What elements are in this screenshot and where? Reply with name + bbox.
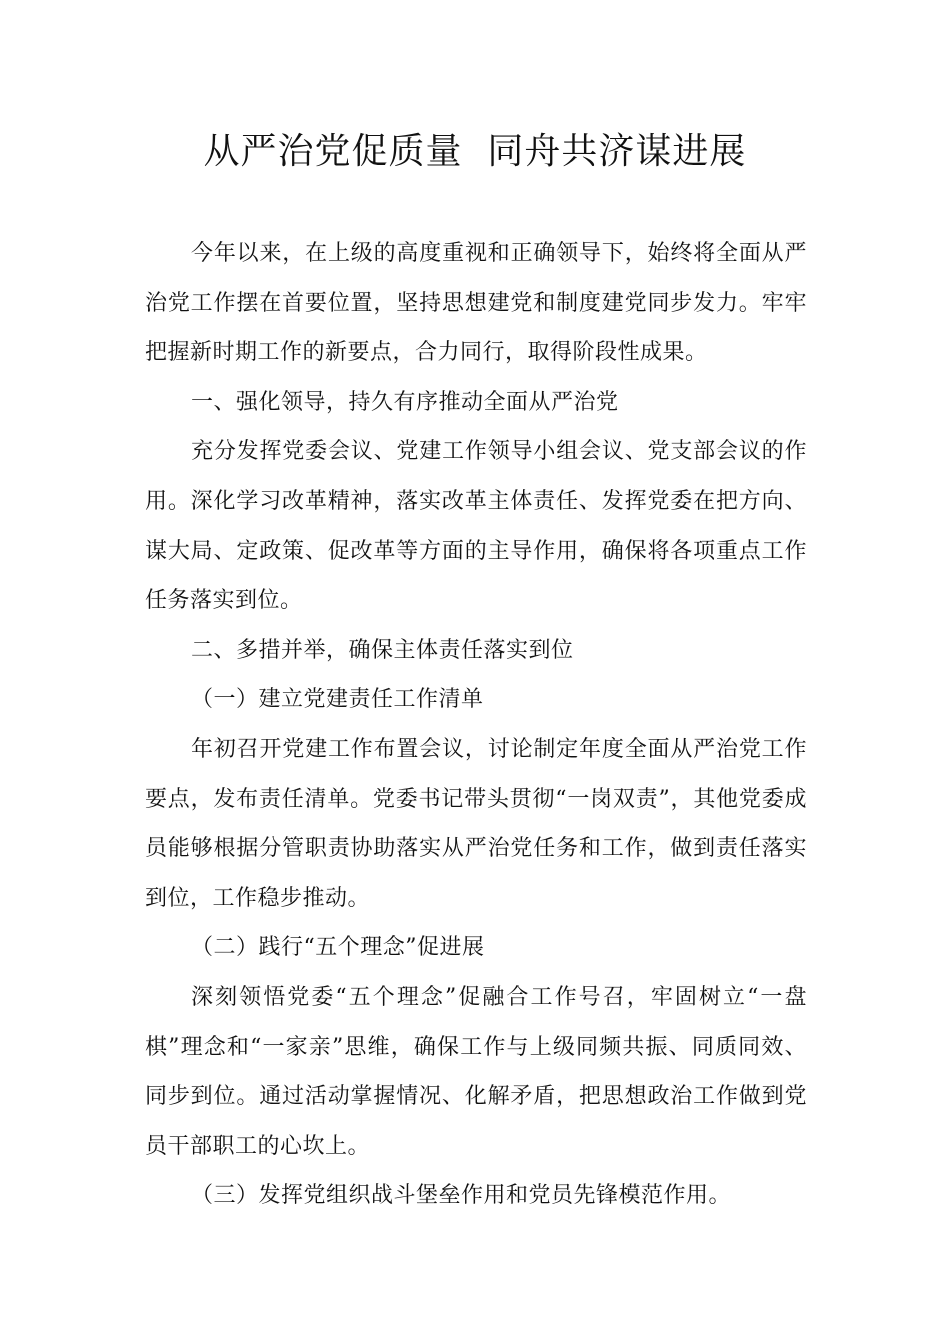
subsection-1-paragraph: 年初召开党建工作布置会议，讨论制定年度全面从严治党工作要点，发布责任清单。党委书记带头贯彻“一岗双责”，其他党委成员能够根据分管职责协助落实从严治党任务和工作，做到责任落实到位，工作稳步推动。 <box>145 736 807 911</box>
subsection-heading-3: （三）发挥党组织战斗堡垒作用和党员先锋模范作用。 <box>191 1183 732 1209</box>
section-heading-1: 一、强化领导，持久有序推动全面从严治党 <box>191 389 619 415</box>
document-title: 从严治党促质量 同舟共济谋进展 <box>203 131 747 172</box>
subsection-heading-2: （二）践行“五个理念”促进展 <box>191 935 485 961</box>
subsection-heading-1: （一）建立党建责任工作清单 <box>191 687 484 713</box>
document-body <box>145 229 807 1221</box>
section-heading-2: 二、多措并举，确保主体责任落实到位 <box>191 637 574 663</box>
subsection-2-paragraph: 深刻领悟党委“五个理念”促融合工作号召，牢固树立“一盘棋”理念和“一家亲”思维，确保工作与上级同频共振、同质同效、同步到位。通过活动掌握情况、化解矛盾，把思想政治工作做到党员干部职工的心坎上。 <box>145 984 807 1159</box>
section-1-paragraph: 充分发挥党委会议、党建工作领导小组会议、党支部会议的作用。深化学习改革精神，落实改革主体责任、发挥党委在把方向、谋大局、定政策、促改革等方面的主导作用，确保将各项重点工作任务落实到位。 <box>145 439 807 614</box>
intro-paragraph: 今年以来，在上级的高度重视和正确领导下，始终将全面从严治党工作摆在首要位置，坚持思想建党和制度建党同步发力。牢牢把握新时期工作的新要点，合力同行，取得阶段性成果。 <box>145 241 807 366</box>
